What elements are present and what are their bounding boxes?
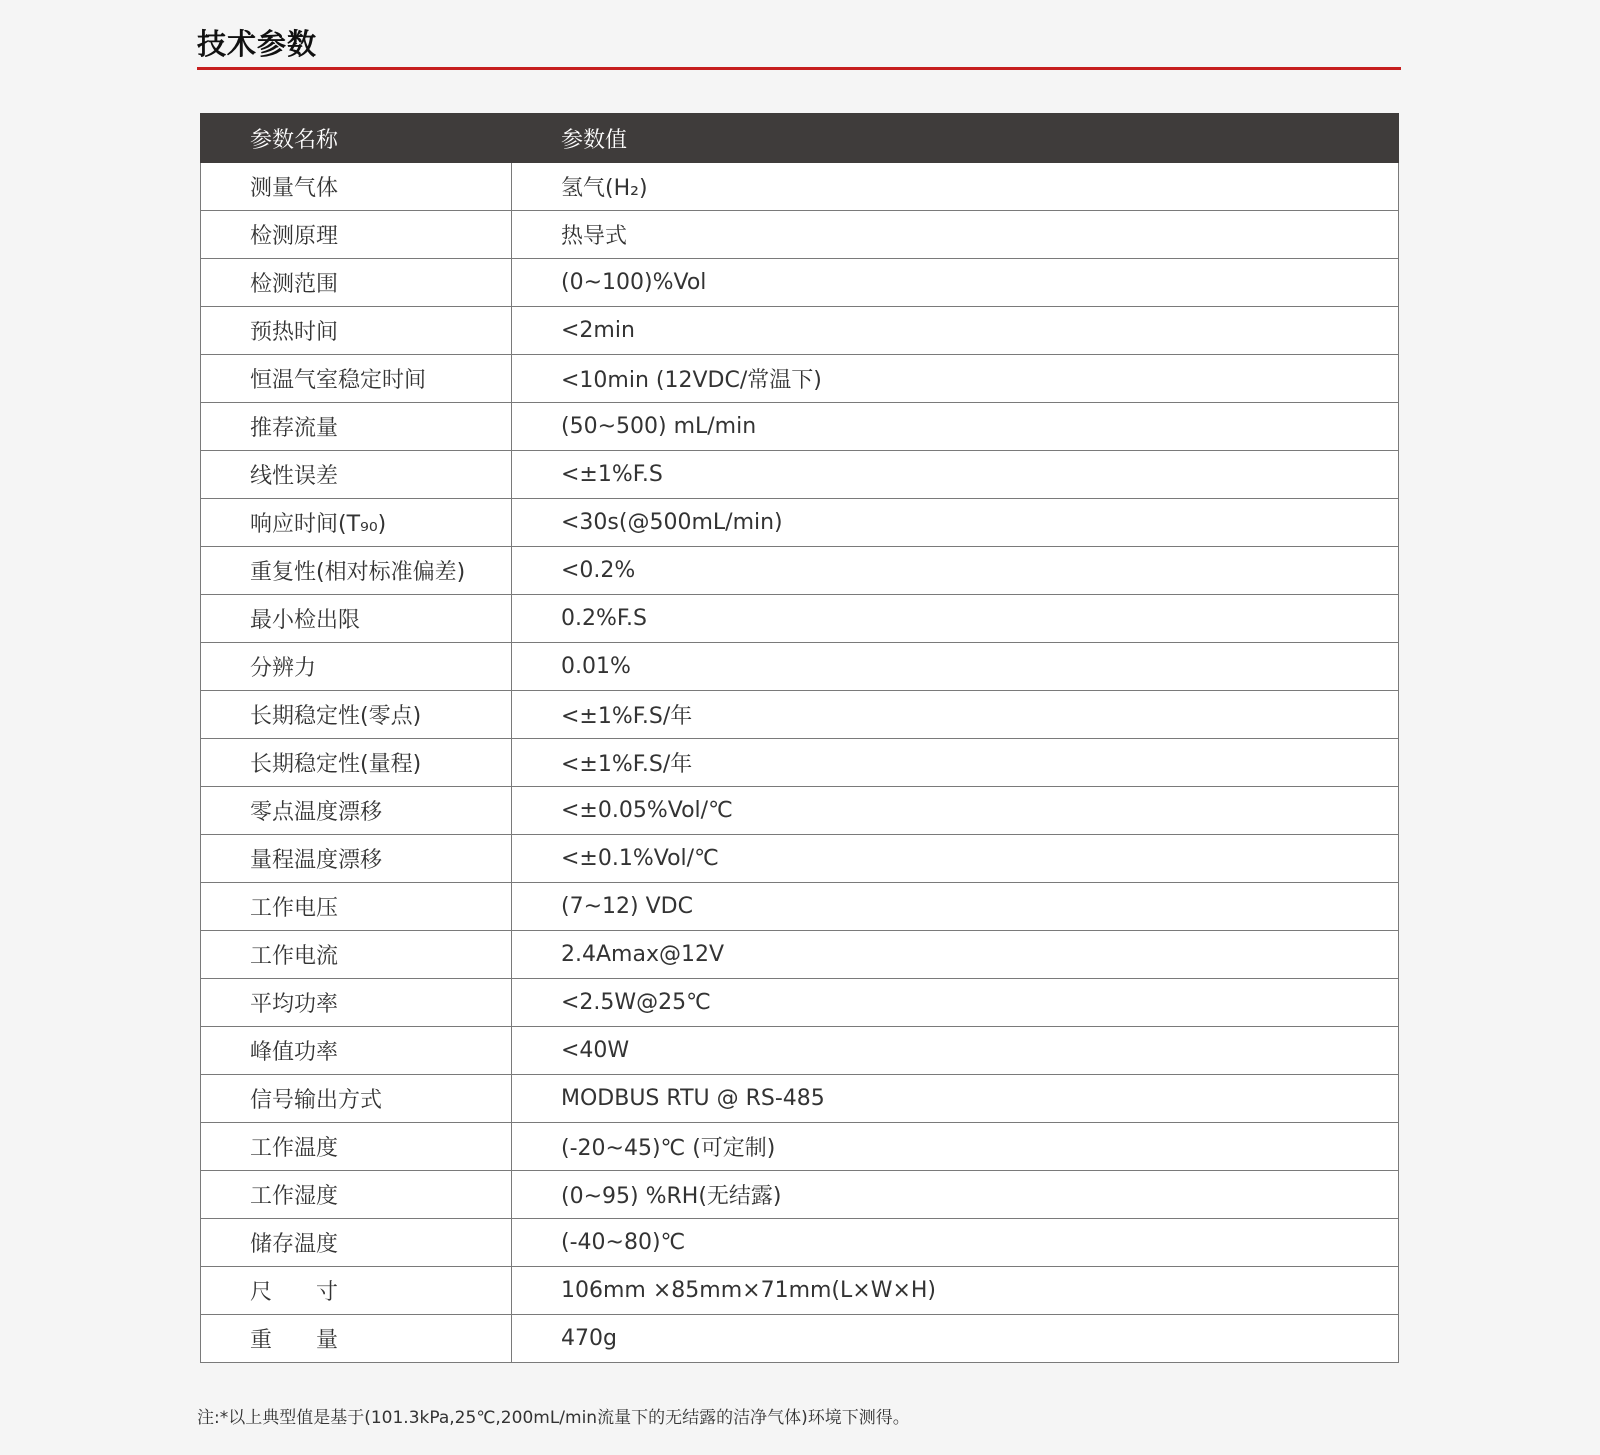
param-name-cell: 工作电流 <box>201 931 512 979</box>
param-name-cell: 峰值功率 <box>201 1027 512 1075</box>
param-name-cell: 最小检出限 <box>201 595 512 643</box>
param-name-cell: 分辨力 <box>201 643 512 691</box>
table-row <box>201 643 1399 691</box>
param-name-cell: 工作电压 <box>201 883 512 931</box>
param-value-cell: (0~100)%Vol <box>512 259 1399 307</box>
param-value-cell: 热导式 <box>512 211 1399 259</box>
header-param-value: 参数值 <box>512 114 1399 163</box>
param-name-cell: 推荐流量 <box>201 403 512 451</box>
param-name-cell: 尺 寸 <box>201 1267 512 1315</box>
table-row <box>201 979 1399 1027</box>
table-row <box>201 1315 1399 1363</box>
param-value-cell: <40W <box>512 1027 1399 1075</box>
param-name-cell: 检测范围 <box>201 259 512 307</box>
param-value-cell: 106mm ×85mm×71mm(L×W×H) <box>512 1267 1399 1315</box>
table-row <box>201 1123 1399 1171</box>
param-name-cell: 响应时间(T₉₀) <box>201 499 512 547</box>
param-value-cell: 0.01% <box>512 643 1399 691</box>
spec-table <box>200 113 1399 1363</box>
table-row <box>201 1171 1399 1219</box>
param-value-cell: (-40~80)℃ <box>512 1219 1399 1267</box>
table-row <box>201 1027 1399 1075</box>
table-row <box>201 1267 1399 1315</box>
table-row <box>201 163 1399 211</box>
table-row <box>201 211 1399 259</box>
param-value-cell: (0~95) %RH(无结露) <box>512 1171 1399 1219</box>
param-value-cell: (7~12) VDC <box>512 883 1399 931</box>
param-value-cell: MODBUS RTU @ RS-485 <box>512 1075 1399 1123</box>
table-row <box>201 595 1399 643</box>
param-value-cell: <30s(@500mL/min) <box>512 499 1399 547</box>
table-row <box>201 307 1399 355</box>
param-value-cell: <±0.1%Vol/℃ <box>512 835 1399 883</box>
param-name-cell: 长期稳定性(量程) <box>201 739 512 787</box>
param-name-cell: 线性误差 <box>201 451 512 499</box>
table-row <box>201 739 1399 787</box>
param-name-cell: 工作温度 <box>201 1123 512 1171</box>
table-row <box>201 259 1399 307</box>
param-name-cell: 零点温度漂移 <box>201 787 512 835</box>
param-name-cell: 工作湿度 <box>201 1171 512 1219</box>
param-name-cell: 长期稳定性(零点) <box>201 691 512 739</box>
table-row <box>201 883 1399 931</box>
param-name-cell: 预热时间 <box>201 307 512 355</box>
param-name-cell: 重 量 <box>201 1315 512 1363</box>
table-row <box>201 451 1399 499</box>
param-name-cell: 信号输出方式 <box>201 1075 512 1123</box>
table-row <box>201 691 1399 739</box>
param-name-cell: 量程温度漂移 <box>201 835 512 883</box>
table-row <box>201 547 1399 595</box>
param-value-cell: <2min <box>512 307 1399 355</box>
table-row <box>201 499 1399 547</box>
table-row <box>201 787 1399 835</box>
param-name-cell: 检测原理 <box>201 211 512 259</box>
title-underline <box>197 67 1401 70</box>
table-row <box>201 931 1399 979</box>
table-row <box>201 1219 1399 1267</box>
param-name-cell: 测量气体 <box>201 163 512 211</box>
param-value-cell: 2.4Amax@12V <box>512 931 1399 979</box>
param-value-cell: <10min (12VDC/常温下) <box>512 355 1399 403</box>
table-row <box>201 1075 1399 1123</box>
param-value-cell: 氢气(H₂) <box>512 163 1399 211</box>
param-name-cell: 重复性(相对标准偏差) <box>201 547 512 595</box>
table-row <box>201 355 1399 403</box>
param-value-cell: <2.5W@25℃ <box>512 979 1399 1027</box>
param-value-cell: (50~500) mL/min <box>512 403 1399 451</box>
table-header-row <box>201 114 1399 163</box>
param-value-cell: <0.2% <box>512 547 1399 595</box>
param-value-cell: <±0.05%Vol/℃ <box>512 787 1399 835</box>
header-param-name: 参数名称 <box>201 114 512 163</box>
param-value-cell: <±1%F.S/年 <box>512 691 1399 739</box>
param-name-cell: 储存温度 <box>201 1219 512 1267</box>
param-name-cell: 恒温气室稳定时间 <box>201 355 512 403</box>
param-value-cell: <±1%F.S <box>512 451 1399 499</box>
param-value-cell: (-20~45)℃ (可定制) <box>512 1123 1399 1171</box>
param-value-cell: 0.2%F.S <box>512 595 1399 643</box>
param-name-cell: 平均功率 <box>201 979 512 1027</box>
param-value-cell: 470g <box>512 1315 1399 1363</box>
footnote: 注:*以上典型值是基于(101.3kPa,25℃,200mL/min流量下的无结露的洁净气体)环境下测得。 <box>197 1408 910 1428</box>
param-value-cell: <±1%F.S/年 <box>512 739 1399 787</box>
section-title: 技术参数 <box>197 27 318 61</box>
table-row <box>201 835 1399 883</box>
table-row <box>201 403 1399 451</box>
